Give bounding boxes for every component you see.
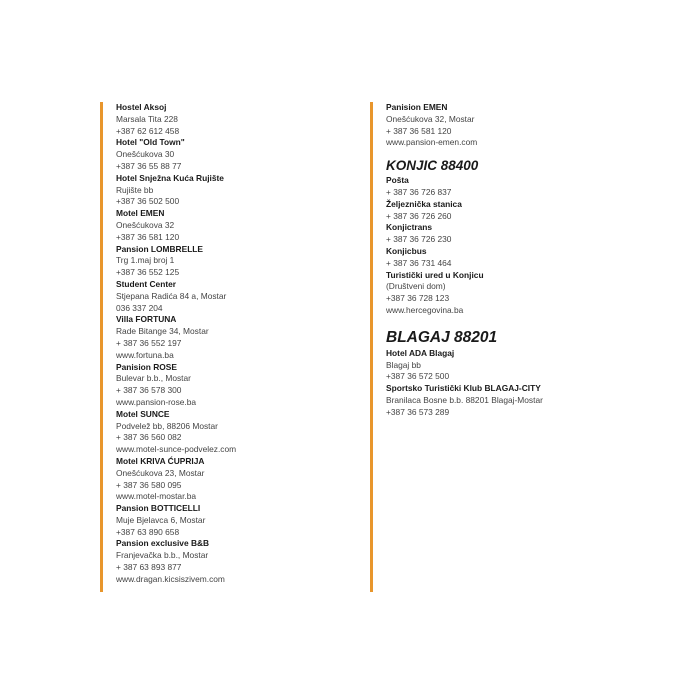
listing-detail: + 387 36 726 837	[386, 186, 452, 197]
listing-detail: +387 36 572 500	[386, 371, 450, 382]
listing-detail: +387 36 728 123	[386, 293, 450, 304]
listing-detail: Onešćukova 30	[116, 149, 175, 160]
left-orange-rule	[100, 102, 103, 592]
listing-name: Panision ROSE	[116, 361, 177, 372]
listing-detail: Podvelež bb, 88206 Mostar	[116, 420, 218, 431]
right-orange-rule	[370, 102, 373, 592]
listing-website-link[interactable]: www.motel-sunce-podvelez.com	[116, 444, 237, 455]
listing-detail: Rade Bitange 34, Mostar	[116, 326, 209, 337]
listing-detail: + 387 36 580 095	[116, 479, 182, 490]
listing-detail: + 387 36 726 260	[386, 210, 452, 221]
listing-website-link[interactable]: www.pansion-emen.com	[386, 137, 478, 148]
listing-detail: + 387 36 578 300	[116, 385, 182, 396]
listing-entry	[386, 102, 626, 149]
listing-detail: Muje Bjelavca 6, Mostar	[116, 514, 206, 525]
listing-detail: Onešćukova 23, Mostar	[116, 467, 205, 478]
listing-name: Pošta	[386, 175, 409, 186]
listing-detail: + 387 63 893 877	[116, 562, 182, 573]
listing-name: Villa FORTUNA	[116, 314, 177, 325]
listing-name: Hostel Aksoj	[116, 102, 167, 112]
listing-entry	[386, 199, 626, 223]
right-column	[386, 102, 626, 419]
listing-name: Hotel Snježna Kuća Rujište	[116, 172, 224, 183]
listing-name: Konjicbus	[386, 245, 427, 256]
listing-detail: (Društveni dom)	[386, 281, 446, 292]
listing-name: Pansion BOTTICELLI	[116, 503, 201, 514]
listing-detail: Bulevar b.b., Mostar	[116, 373, 191, 384]
listing-entry	[116, 244, 356, 279]
listing-entry	[386, 270, 626, 317]
listing-entry	[386, 222, 626, 246]
listing-entry	[116, 173, 356, 208]
listing-entry	[116, 538, 356, 585]
listing-detail: Stjepana Radića 84 a, Mostar	[116, 290, 227, 301]
listing-name: Student Center	[116, 278, 177, 289]
listing-name: Panision EMEN	[386, 102, 448, 112]
listing-website-link[interactable]: www.hercegovina.ba	[386, 304, 464, 315]
listing-detail: + 387 36 581 120	[386, 125, 452, 136]
listing-name: Motel SUNCE	[116, 408, 170, 419]
listing-entry	[116, 314, 356, 361]
listing-detail: Onešćukova 32, Mostar	[386, 113, 475, 124]
listing-name: Pansion exclusive B&B	[116, 538, 210, 549]
listing-detail: +387 36 573 289	[386, 406, 450, 417]
listing-detail: +387 36 55 88 77	[116, 160, 182, 171]
listing-entry	[386, 383, 626, 418]
listing-detail: +387 36 552 125	[116, 267, 180, 278]
listing-name: Hotel "Old Town"	[116, 137, 185, 148]
listing-website-link[interactable]: www.motel-mostar.ba	[116, 491, 197, 502]
listing-detail: + 387 36 726 230	[386, 234, 452, 245]
listing-detail: Marsala Tita 228	[116, 113, 178, 124]
listing-detail: +387 62 612 458	[116, 125, 180, 136]
listing-entry	[116, 279, 356, 314]
listing-website-link[interactable]: www.fortuna.ba	[116, 349, 174, 360]
listing-name: Hotel ADA Blagaj	[386, 347, 455, 358]
listing-detail: Onešćukova 32	[116, 219, 175, 230]
listing-entry	[116, 102, 356, 137]
listing-entry	[116, 208, 356, 243]
listing-name: Pansion LOMBRELLE	[116, 243, 204, 254]
listing-detail: Branilaca Bosne b.b. 88201 Blagaj-Mostar	[386, 394, 543, 405]
listing-detail: + 387 36 731 464	[386, 257, 452, 268]
listing-website-link[interactable]: www.pansion-rose.ba	[116, 396, 197, 407]
listing-name: Turistički ured u Konjicu	[386, 269, 484, 280]
city-heading-konjic: KONJIC 88400	[386, 158, 479, 174]
city-heading-blagaj: BLAGAJ 88201	[386, 328, 498, 346]
listing-detail: 036 337 204	[116, 302, 163, 313]
listing-name: Željeznička stanica	[386, 198, 462, 209]
listing-detail: Franjevačka b.b., Mostar	[116, 550, 209, 561]
listing-detail: Rujište bb	[116, 184, 154, 195]
listing-detail: + 387 36 552 197	[116, 337, 182, 348]
listing-entry	[116, 503, 356, 538]
listing-entry	[116, 137, 356, 172]
listing-detail: +387 63 890 658	[116, 526, 180, 537]
listing-website-link[interactable]: www.dragan.kicsiszivem.com	[116, 573, 225, 584]
listing-entry	[116, 409, 356, 456]
listing-entry	[386, 348, 626, 383]
listing-name: Motel KRIVA ĆUPRIJA	[116, 455, 205, 466]
listing-detail: +387 36 581 120	[116, 231, 180, 242]
listing-entry	[116, 362, 356, 409]
listing-name: Sportsko Turistički Klub BLAGAJ-CITY	[386, 383, 541, 394]
listing-entry	[386, 246, 626, 270]
listing-detail: Blagaj bb	[386, 359, 421, 370]
listing-entry	[116, 456, 356, 503]
listing-detail: +387 36 502 500	[116, 196, 180, 207]
listing-entry	[386, 175, 626, 199]
left-column	[116, 102, 356, 586]
listing-name: Konjictrans	[386, 222, 433, 233]
listing-detail: + 387 36 560 082	[116, 432, 182, 443]
listing-name: Motel EMEN	[116, 208, 165, 219]
listing-detail: Trg 1.maj broj 1	[116, 255, 175, 266]
